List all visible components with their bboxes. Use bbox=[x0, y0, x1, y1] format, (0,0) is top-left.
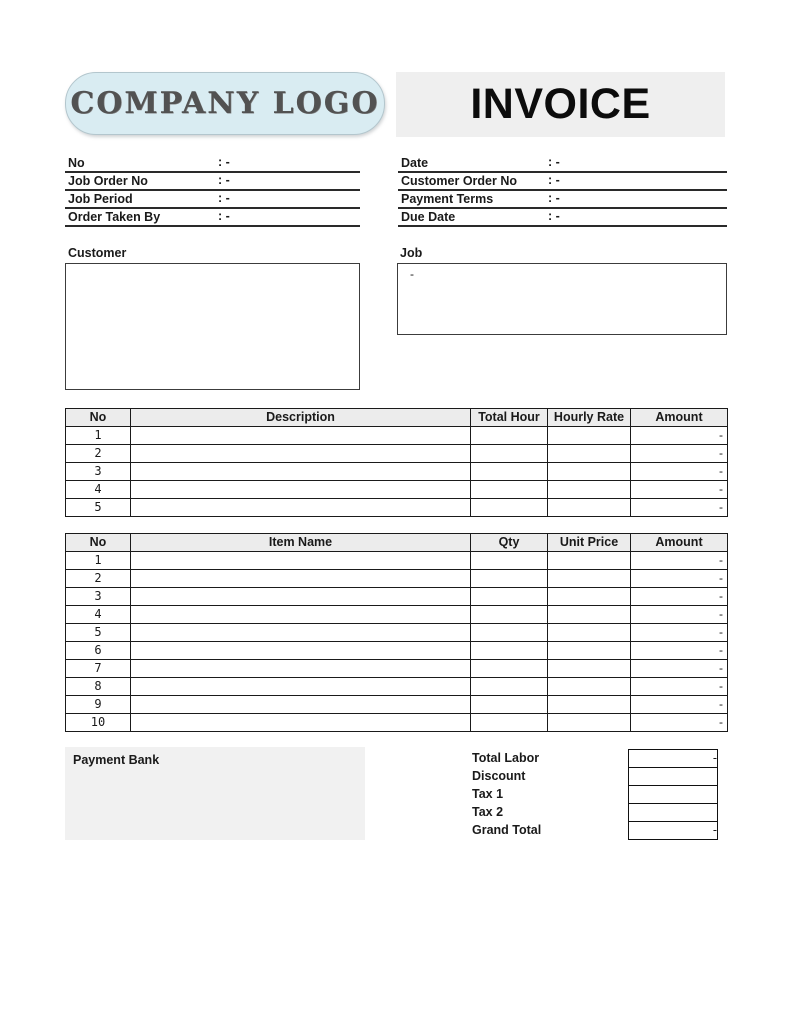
meta-row-no bbox=[65, 155, 360, 173]
table-row bbox=[66, 427, 728, 445]
customer-address-box[interactable] bbox=[65, 263, 360, 390]
meta-label: Payment Terms bbox=[401, 192, 494, 206]
labor-header-hourly-rate: Hourly Rate bbox=[548, 409, 631, 427]
amount-cell[interactable]: - bbox=[631, 552, 728, 570]
meta-label: Date bbox=[401, 156, 429, 170]
total-labor-value-box[interactable]: - bbox=[629, 750, 718, 768]
qty-cell[interactable] bbox=[471, 588, 548, 606]
total-hour-cell[interactable] bbox=[471, 499, 548, 517]
items-header-no: No bbox=[66, 534, 131, 552]
tax2-value-box[interactable] bbox=[629, 804, 718, 822]
table-row bbox=[66, 499, 728, 517]
labor-header-no: No bbox=[66, 409, 131, 427]
meta-label: Customer Order No bbox=[401, 174, 517, 188]
discount-value-box[interactable] bbox=[629, 768, 718, 786]
meta-row-order-taken-by bbox=[65, 209, 360, 227]
table-row bbox=[66, 552, 728, 570]
total-hour-cell[interactable] bbox=[471, 445, 548, 463]
row-number-cell: 5 bbox=[66, 624, 131, 642]
total-hour-cell[interactable] bbox=[471, 481, 548, 499]
item-name-cell[interactable] bbox=[131, 624, 471, 642]
item-name-cell[interactable] bbox=[131, 606, 471, 624]
grand-total-label: Grand Total bbox=[472, 823, 542, 837]
company-logo-text: COMPANY LOGO bbox=[70, 86, 380, 121]
meta-label: Order Taken By bbox=[68, 210, 161, 224]
row-number-cell: 8 bbox=[66, 678, 131, 696]
table-row bbox=[66, 606, 728, 624]
table-row bbox=[66, 445, 728, 463]
meta-value-field[interactable]: : - bbox=[218, 173, 230, 187]
table-row bbox=[66, 714, 728, 732]
labor-table-header-row bbox=[66, 409, 728, 427]
qty-cell[interactable] bbox=[471, 552, 548, 570]
row-number-cell: 1 bbox=[66, 427, 131, 445]
unit-price-cell[interactable] bbox=[548, 624, 631, 642]
items-table-header-row bbox=[66, 534, 728, 552]
items-header-unit-price: Unit Price bbox=[548, 534, 631, 552]
unit-price-cell[interactable] bbox=[548, 678, 631, 696]
item-name-cell[interactable] bbox=[131, 660, 471, 678]
table-row bbox=[66, 624, 728, 642]
description-cell[interactable] bbox=[131, 445, 471, 463]
qty-cell[interactable] bbox=[471, 660, 548, 678]
meta-value-field[interactable]: : - bbox=[548, 173, 560, 187]
meta-label: Job Period bbox=[68, 192, 133, 206]
item-name-cell[interactable] bbox=[131, 714, 471, 732]
meta-row-date bbox=[398, 155, 727, 173]
amount-cell[interactable]: - bbox=[631, 588, 728, 606]
meta-value-field[interactable]: : - bbox=[548, 191, 560, 205]
amount-cell[interactable]: - bbox=[631, 445, 728, 463]
item-name-cell[interactable] bbox=[131, 696, 471, 714]
discount-label: Discount bbox=[472, 769, 526, 783]
job-section-label: Job bbox=[400, 246, 423, 260]
totals-table bbox=[472, 749, 718, 840]
table-row bbox=[66, 481, 728, 499]
meta-value-field[interactable]: : - bbox=[218, 155, 230, 169]
row-number-cell: 10 bbox=[66, 714, 131, 732]
amount-cell[interactable]: - bbox=[631, 499, 728, 517]
meta-label: Job Order No bbox=[68, 174, 148, 188]
meta-label: Due Date bbox=[401, 210, 456, 224]
table-row bbox=[66, 660, 728, 678]
row-number-cell: 4 bbox=[66, 606, 131, 624]
item-name-cell[interactable] bbox=[131, 588, 471, 606]
unit-price-cell[interactable] bbox=[548, 660, 631, 678]
item-name-cell[interactable] bbox=[131, 552, 471, 570]
amount-cell[interactable]: - bbox=[631, 463, 728, 481]
customer-section-label: Customer bbox=[68, 246, 127, 260]
meta-row-job-order-no bbox=[65, 173, 360, 191]
row-number-cell: 4 bbox=[66, 481, 131, 499]
row-number-cell: 9 bbox=[66, 696, 131, 714]
row-number-cell: 6 bbox=[66, 642, 131, 660]
total-hour-cell[interactable] bbox=[471, 463, 548, 481]
row-number-cell: 2 bbox=[66, 445, 131, 463]
meta-value-field[interactable]: : - bbox=[218, 191, 230, 205]
tax1-label: Tax 1 bbox=[472, 787, 504, 801]
meta-label: No bbox=[68, 156, 85, 170]
amount-cell[interactable]: - bbox=[631, 660, 728, 678]
qty-cell[interactable] bbox=[471, 570, 548, 588]
row-number-cell: 3 bbox=[66, 588, 131, 606]
meta-value-field[interactable]: : - bbox=[548, 155, 560, 169]
qty-cell[interactable] bbox=[471, 714, 548, 732]
meta-row-job-period bbox=[65, 191, 360, 209]
qty-cell[interactable] bbox=[471, 624, 548, 642]
labor-header-description: Description bbox=[131, 409, 471, 427]
total-labor-label: Total Labor bbox=[472, 751, 540, 765]
amount-cell[interactable]: - bbox=[631, 606, 728, 624]
totals-row-discount bbox=[472, 768, 718, 786]
totals-row-total-labor bbox=[472, 750, 718, 768]
meta-value-field[interactable]: : - bbox=[548, 209, 560, 223]
item-name-cell[interactable] bbox=[131, 642, 471, 660]
table-row bbox=[66, 588, 728, 606]
items-header-item-name: Item Name bbox=[131, 534, 471, 552]
hourly-rate-cell[interactable] bbox=[548, 463, 631, 481]
meta-row-payment-terms bbox=[398, 191, 727, 209]
payment-bank-label: Payment Bank bbox=[73, 753, 160, 767]
meta-row-customer-order-no bbox=[398, 173, 727, 191]
amount-cell[interactable]: - bbox=[631, 481, 728, 499]
totals-row-tax1 bbox=[472, 786, 718, 804]
meta-row-due-date bbox=[398, 209, 727, 227]
hourly-rate-cell[interactable] bbox=[548, 445, 631, 463]
invoice-title-banner bbox=[396, 72, 725, 137]
totals-row-tax2 bbox=[472, 804, 718, 822]
qty-cell[interactable] bbox=[471, 642, 548, 660]
table-row bbox=[66, 642, 728, 660]
unit-price-cell[interactable] bbox=[548, 714, 631, 732]
amount-cell[interactable]: - bbox=[631, 427, 728, 445]
grand-total-value-box[interactable]: - bbox=[629, 822, 718, 840]
job-description-box[interactable]: - bbox=[397, 263, 727, 335]
items-header-amount: Amount bbox=[631, 534, 728, 552]
meta-fields-left bbox=[65, 155, 360, 227]
description-cell[interactable] bbox=[131, 427, 471, 445]
row-number-cell: 1 bbox=[66, 552, 131, 570]
total-hour-cell[interactable] bbox=[471, 427, 548, 445]
tax1-value-box[interactable] bbox=[629, 786, 718, 804]
row-number-cell: 5 bbox=[66, 499, 131, 517]
table-row bbox=[66, 678, 728, 696]
meta-value-field[interactable]: : - bbox=[218, 209, 230, 223]
unit-price-cell[interactable] bbox=[548, 552, 631, 570]
amount-cell[interactable]: - bbox=[631, 570, 728, 588]
amount-cell[interactable]: - bbox=[631, 624, 728, 642]
amount-cell[interactable]: - bbox=[631, 678, 728, 696]
amount-cell[interactable]: - bbox=[631, 642, 728, 660]
qty-cell[interactable] bbox=[471, 606, 548, 624]
hourly-rate-cell[interactable] bbox=[548, 499, 631, 517]
unit-price-cell[interactable] bbox=[548, 588, 631, 606]
description-cell[interactable] bbox=[131, 499, 471, 517]
totals-row-grand-total bbox=[472, 822, 718, 840]
hourly-rate-cell[interactable] bbox=[548, 481, 631, 499]
unit-price-cell[interactable] bbox=[548, 642, 631, 660]
labor-header-total-hour: Total Hour bbox=[471, 409, 548, 427]
unit-price-cell[interactable] bbox=[548, 606, 631, 624]
tax2-label: Tax 2 bbox=[472, 805, 504, 819]
company-logo bbox=[65, 72, 385, 135]
amount-cell[interactable]: - bbox=[631, 714, 728, 732]
table-row bbox=[66, 696, 728, 714]
description-cell[interactable] bbox=[131, 463, 471, 481]
page-title: INVOICE bbox=[470, 80, 651, 128]
unit-price-cell[interactable] bbox=[548, 570, 631, 588]
description-cell[interactable] bbox=[131, 481, 471, 499]
items-header-qty: Qty bbox=[471, 534, 548, 552]
table-row bbox=[66, 570, 728, 588]
row-number-cell: 7 bbox=[66, 660, 131, 678]
table-row bbox=[66, 463, 728, 481]
amount-cell[interactable]: - bbox=[631, 696, 728, 714]
qty-cell[interactable] bbox=[471, 678, 548, 696]
labor-header-amount: Amount bbox=[631, 409, 728, 427]
hourly-rate-cell[interactable] bbox=[548, 427, 631, 445]
items-table bbox=[65, 533, 728, 732]
labor-table bbox=[65, 408, 728, 517]
payment-bank-box[interactable] bbox=[65, 747, 365, 840]
qty-cell[interactable] bbox=[471, 696, 548, 714]
item-name-cell[interactable] bbox=[131, 570, 471, 588]
unit-price-cell[interactable] bbox=[548, 696, 631, 714]
meta-fields-right bbox=[398, 155, 727, 227]
row-number-cell: 2 bbox=[66, 570, 131, 588]
item-name-cell[interactable] bbox=[131, 678, 471, 696]
row-number-cell: 3 bbox=[66, 463, 131, 481]
